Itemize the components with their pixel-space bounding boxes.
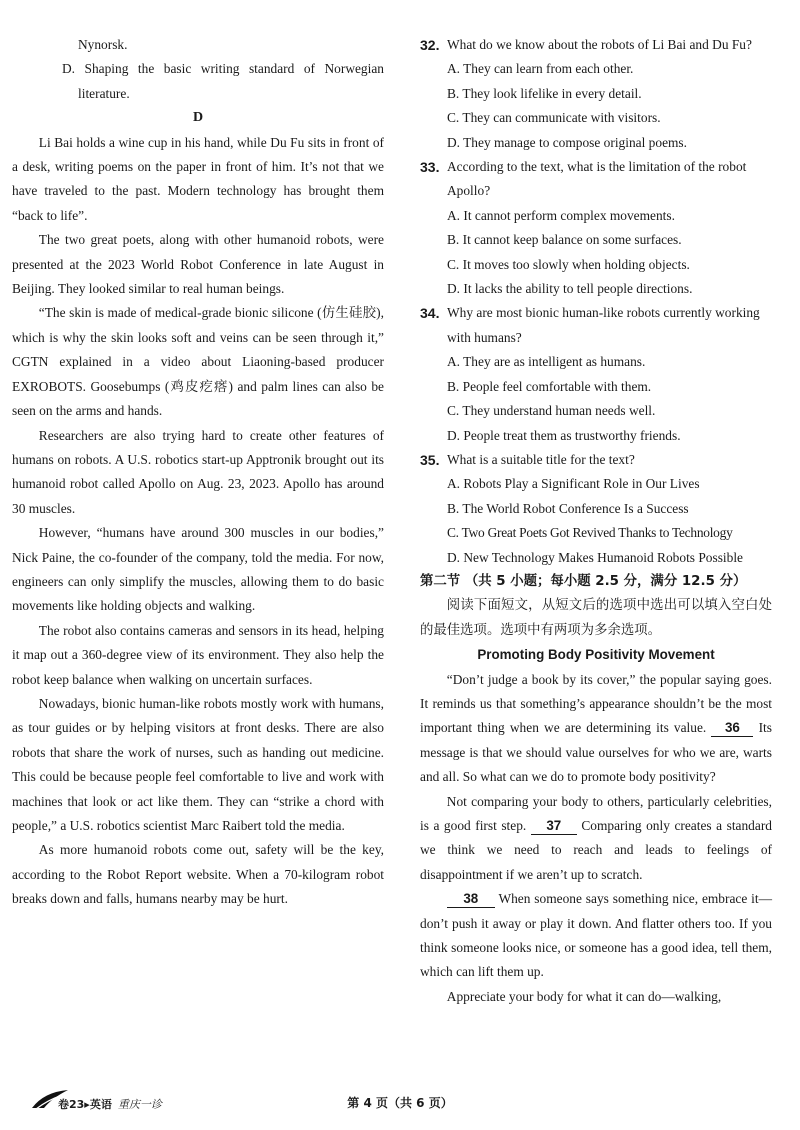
question-stem: According to the text, what is the limitation of the robot Apollo? [447, 159, 747, 199]
option-c[interactable]: C. They understand human needs well. [447, 403, 656, 419]
passage-paragraph [420, 668, 772, 790]
question-32 [420, 33, 772, 155]
prev-option-d: D. Shaping the basic writing standard of Norwegian literature. [62, 61, 384, 101]
option-a[interactable]: A. They are as intelligent as humans. [447, 354, 646, 370]
question-35 [420, 448, 772, 570]
question-stem: Why are most bionic human-like robots currently working with humans? [447, 305, 760, 345]
section-heading-d: D [192, 110, 204, 126]
passage-paragraph: However, “humans have around 300 muscles in our bodies,” Nick Paine, the co-founder of the company, told the media. For now, engineers can only simplify the muscles, allowing them to do basic movements like holding objects and walking. [12, 525, 384, 614]
option-d[interactable]: D. It lacks the ability to tell people directions. [447, 281, 693, 297]
right-column [420, 33, 772, 1009]
passage-title: Promoting Body Positivity Movement [477, 647, 715, 663]
passage-paragraph: As more humanoid robots come out, safety will be the key, according to the Robot Report website. When a 70-kilogram robot breaks down and falls, humans nearby may be hurt. [12, 842, 384, 907]
option-d[interactable]: D. New Technology Makes Humanoid Robots Possible [447, 549, 743, 565]
passage-paragraph [420, 790, 772, 888]
option-d[interactable]: D. People treat them as trustworthy friends. [447, 427, 681, 443]
blank-36[interactable]: 36 [711, 720, 753, 737]
exam-code: 卷23▸英语 [58, 1098, 112, 1111]
passage-paragraph: Appreciate your body for what it can do—walking, [446, 988, 722, 1004]
question-stem: What is a suitable title for the text? [447, 451, 635, 467]
exam-region: 重庆一诊 [117, 1098, 162, 1111]
option-c[interactable]: C. They can communicate with visitors. [447, 110, 661, 126]
passage-paragraph: The two great poets, along with other humanoid robots, were presented at the 2023 World Robot Conference in late August in Beijing. They looked similar to real human beings. [12, 232, 384, 297]
option-b[interactable]: B. The World Robot Conference Is a Success [447, 500, 689, 516]
passage-paragraph: The robot also contains cameras and sensors in its head, helping it map out a 360-degree view of its environment. They also help the robot keep balance when walking on uncertain surfaces. [12, 622, 384, 687]
option-b[interactable]: B. They look lifelike in every detail. [447, 85, 642, 101]
paragraph-text: Comparing only creates a standard we think we need to reach and leads to feelings of disappointment if we aren’t up to scratch. [420, 818, 772, 882]
question-34 [420, 301, 772, 447]
option-d[interactable]: D. They manage to compose original poems. [447, 134, 687, 150]
blank-37[interactable]: 37 [531, 818, 577, 835]
paragraph-text: “Don’t judge a book by its cover,” the popular saying goes. It reminds us that something’s appearance shouldn’t be the most important thing when we are determining its value. [420, 671, 772, 736]
question-number: 34. [420, 305, 440, 322]
part-two-header: 第二节 （共 5 小题；每小题 2.5 分，满分 12.5 分） [420, 573, 747, 589]
option-a[interactable]: A. Robots Play a Significant Role in Our Lives [447, 476, 700, 492]
passage-paragraph: Nowadays, bionic human-like robots mostly work with humans, as tour guides or by helping visitors at front desks. There are also robots that share the work of nurses, such as handing out medicine. This could be because people feel comfortable to live and work with machines that look or act like them. They can “strike a chord with people,” a U.S. robotics scientist Marc Raibert told the media. [12, 695, 384, 833]
part-two-instruction: 阅读下面短文，从短文后的选项中选出可以填入空白处的最佳选项。选项中有两项为多余选项。 [420, 598, 772, 638]
passage-paragraph [420, 887, 772, 985]
question-number: 35. [420, 451, 440, 468]
question-33 [420, 155, 772, 301]
question-stem: What do we know about the robots of Li Bai and Du Fu? [447, 37, 752, 52]
passage-paragraph: “The skin is made of medical-grade bionic silicone (仿生硅胶), which is why the skin looks soft and veins can be seen through it,” CGTN explained in a video about Liaoning-based producer EXROBOTS. Goosebumps (鸡皮疙瘩) and palm lines can also be seen on the arms and hands. [12, 305, 384, 419]
left-column [12, 33, 384, 912]
passage-paragraph: Researchers are also trying hard to create other features of humans on robots. A U.S. robotics start-up Apptronik brought out its humanoid robot called Apollo on Aug. 23, 2023. Apollo has around 30 muscles. [12, 427, 384, 516]
option-a[interactable]: A. It cannot perform complex movements. [447, 207, 675, 223]
paragraph-text: Its message is that we should value ourselves for who we are, warts and all. So what can we do to promote body positivity? [420, 720, 772, 785]
paragraph-text: Not comparing your body to others, particularly celebrities, is a good first step. [420, 793, 772, 833]
page-number: 第 4 页（共 6 页） [347, 1096, 453, 1110]
question-number: 33. [420, 159, 440, 176]
page-footer [0, 1082, 800, 1122]
option-b[interactable]: B. It cannot keep balance on some surfaces. [447, 232, 682, 248]
paragraph-text: When someone says something nice, embrace it—don’t push it away or play it down. And flatter others too. If you think someone looks nice, or someone has a good idea, tell them, which can lift them up. [420, 891, 773, 980]
option-c[interactable]: C. Two Great Poets Got Revived Thanks to Technology [447, 525, 733, 541]
option-a[interactable]: A. They can learn from each other. [447, 61, 634, 77]
question-number: 32. [420, 37, 440, 53]
option-c[interactable]: C. It moves too slowly when holding objects. [447, 256, 690, 272]
prev-passage-tail: Nynorsk. [78, 37, 128, 52]
passage-paragraph: Li Bai holds a wine cup in his hand, while Du Fu sits in front of a desk, writing poems on the paper in front of him. It’s not that we have traveled to the past. Modern technology has brought them “back to life”. [12, 134, 384, 223]
blank-38[interactable]: 38 [447, 891, 495, 908]
option-b[interactable]: B. People feel comfortable with them. [447, 378, 652, 394]
